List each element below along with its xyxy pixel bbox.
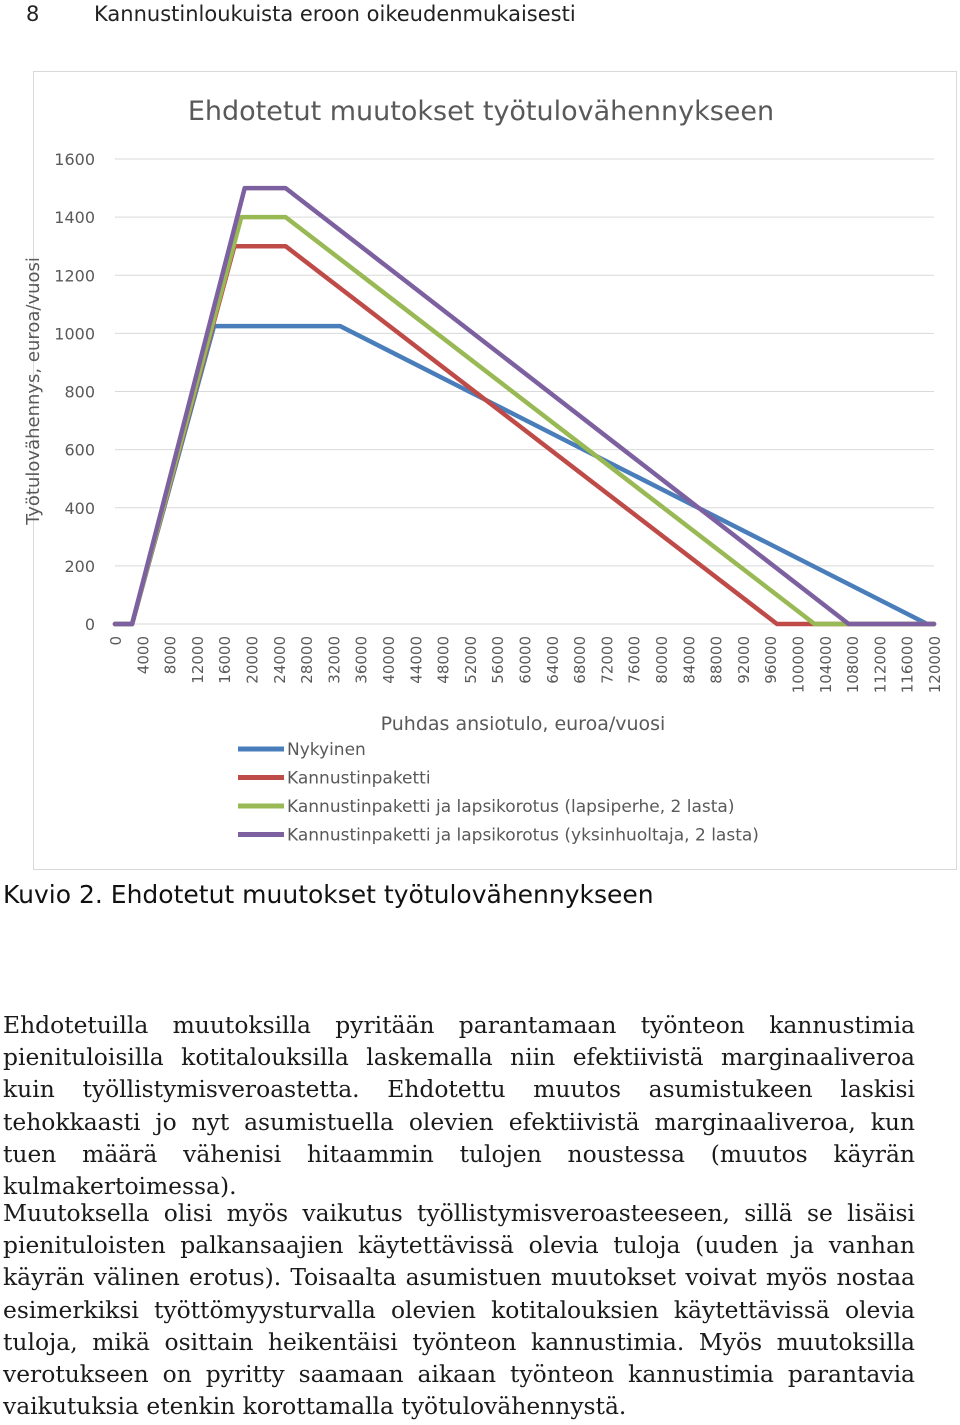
x-tick-label: 68000 bbox=[571, 636, 590, 684]
x-tick-label: 32000 bbox=[325, 636, 344, 684]
x-tick-label: 8000 bbox=[161, 636, 180, 675]
y-tick-label: 400 bbox=[64, 498, 95, 518]
body-paragraph: Muutoksella olisi myös vaikutus työllistymisveroasteeseen, sillä se lisäisi pienituloisten palkansaajien käytettävissä olevia tuloja (uuden ja vanhan käyrän välinen erotus). Toisaalta asumistuen muutokset voivat myös nostaa esimerkiksi työttömyysturvalla olevien kotitalouksien käytettävissä olevia tuloja, mikä osittain heikentäisi työnteon kannustimia. Myös muutoksilla verotukseen on pyritty saamaan aikaan työnteon kannustimia parantavia vaikutuksia etenkin korottamalla työtulovähennystä. bbox=[3, 1199, 915, 1421]
y-tick-label: 200 bbox=[64, 556, 95, 576]
y-tick-label: 1200 bbox=[54, 266, 95, 286]
x-tick-label: 104000 bbox=[816, 636, 835, 694]
x-tick-label: 24000 bbox=[270, 636, 289, 684]
legend-label: Kannustinpaketti bbox=[287, 768, 431, 789]
x-tick-label: 12000 bbox=[188, 636, 207, 684]
x-tick-label: 112000 bbox=[871, 636, 890, 694]
series-lines bbox=[115, 188, 934, 624]
x-tick-label: 56000 bbox=[489, 636, 508, 684]
x-tick-label: 88000 bbox=[707, 636, 726, 684]
x-tick-label: 108000 bbox=[844, 636, 863, 694]
legend-label: Kannustinpaketti ja lapsikorotus (yksinhuoltaja, 2 lasta) bbox=[287, 825, 759, 846]
y-tick-label: 600 bbox=[64, 440, 95, 460]
x-tick-label: 0 bbox=[107, 636, 125, 646]
body-paragraph: Ehdotetuilla muutoksilla pyritään parantamaan työnteon kannustimia pienituloisilla kotitalouksilla laskemalla niin efektiivistä marginaaliveroa kuin työllistymisveroastetta. Ehdotettu muutos asumistukeen laskisi tehokkaasti jo nyt asumistuella olevien efektiivistä marginaaliveroa, kun tuen määrä vähenisi hitaammin tulojen noustessa (muutos käyrän kulmakertoimessa). bbox=[3, 1011, 915, 1201]
x-tick-label: 36000 bbox=[352, 636, 371, 684]
x-tick-label: 96000 bbox=[762, 636, 781, 684]
x-tick-label: 120000 bbox=[926, 636, 944, 694]
y-axis-label: Työtulovähennys, euroa/vuosi bbox=[23, 257, 44, 525]
x-tick-label: 76000 bbox=[625, 636, 644, 684]
figure-caption: Kuvio 2. Ehdotetut muutokset työtulovähennykseen bbox=[3, 880, 654, 909]
page-header bbox=[26, 2, 576, 26]
chart-title: Ehdotetut muutokset työtulovähennykseen bbox=[187, 96, 775, 127]
x-tick-label: 16000 bbox=[216, 636, 235, 684]
x-tick-label: 44000 bbox=[407, 636, 426, 684]
x-tick-label: 4000 bbox=[134, 636, 153, 675]
legend-label: Nykyinen bbox=[287, 740, 366, 760]
page-number: 8 bbox=[26, 2, 40, 26]
legend bbox=[238, 740, 759, 846]
x-tick-label: 84000 bbox=[680, 636, 699, 684]
x-tick-label: 100000 bbox=[789, 636, 808, 694]
running-title: Kannustinloukuista eroon oikeudenmukaisesti bbox=[94, 2, 576, 26]
x-axis-label: Puhdas ansiotulo, euroa/vuosi bbox=[380, 713, 666, 735]
y-tick-label: 800 bbox=[64, 382, 95, 402]
x-tick-labels bbox=[107, 636, 944, 693]
x-tick-label: 60000 bbox=[516, 636, 535, 684]
y-tick-label: 0 bbox=[84, 615, 95, 634]
x-tick-label: 92000 bbox=[734, 636, 753, 684]
y-tick-label: 1000 bbox=[54, 324, 95, 344]
line-chart bbox=[23, 72, 956, 869]
x-tick-label: 28000 bbox=[298, 636, 317, 684]
x-tick-label: 52000 bbox=[461, 636, 480, 684]
x-tick-label: 48000 bbox=[434, 636, 453, 684]
x-tick-label: 20000 bbox=[243, 636, 262, 684]
x-tick-label: 72000 bbox=[598, 636, 617, 684]
x-tick-label: 80000 bbox=[653, 636, 671, 684]
y-tick-label: 1400 bbox=[54, 208, 95, 228]
chart-frame bbox=[23, 71, 957, 870]
x-tick-label: 40000 bbox=[380, 636, 398, 684]
x-tick-label: 116000 bbox=[898, 636, 917, 694]
series-line bbox=[115, 188, 934, 624]
x-tick-label: 64000 bbox=[543, 636, 562, 684]
y-tick-labels bbox=[54, 150, 95, 634]
y-tick-label: 1600 bbox=[54, 150, 95, 169]
legend-label: Kannustinpaketti ja lapsikorotus (lapsiperhe, 2 lasta) bbox=[287, 797, 735, 817]
